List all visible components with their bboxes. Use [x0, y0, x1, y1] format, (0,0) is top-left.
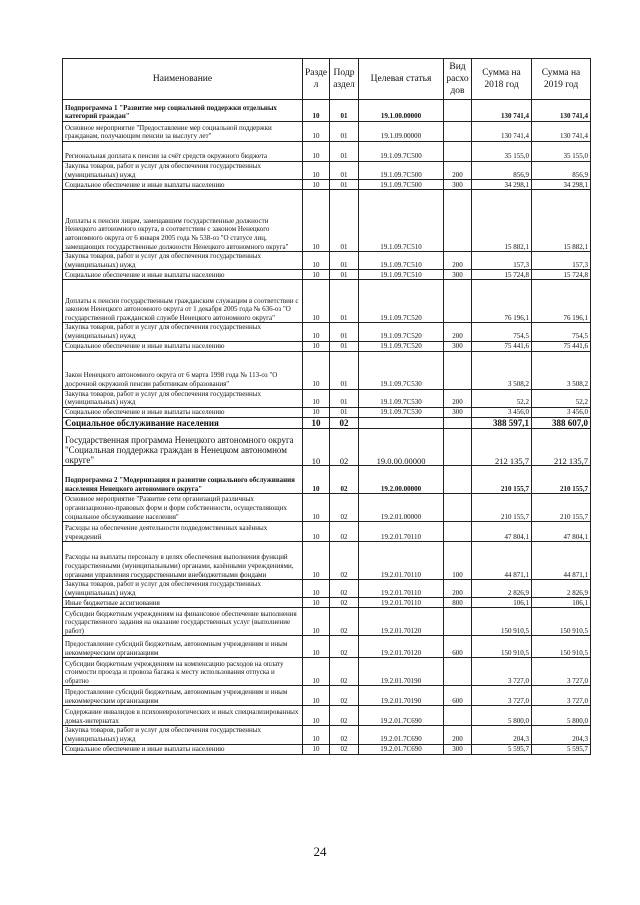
cell-sum-2018: 5 800,0	[472, 706, 532, 726]
header-sum-2019: Сумма на 2019 год	[532, 59, 591, 100]
cell-podrazdel: 02	[330, 726, 359, 744]
cell-target-article: 19.2.00.00000	[359, 466, 444, 494]
cell-target-article: 19.2.01.70110	[359, 598, 444, 608]
cell-name: Социальное обслуживание населения	[63, 417, 303, 429]
cell-sum-2018: 5 595,7	[472, 744, 532, 754]
cell-sum-2018: 3 727,0	[472, 686, 532, 706]
table-row	[63, 252, 591, 270]
cell-expense-type	[444, 417, 472, 429]
cell-expense-type: 200	[444, 389, 472, 407]
cell-razdel: 10	[303, 407, 330, 417]
table-row	[63, 190, 591, 252]
table-row	[63, 270, 591, 280]
cell-target-article: 19.0.00.00000	[359, 429, 444, 466]
cell-sum-2018: 52,2	[472, 389, 532, 407]
cell-name: Социальное обеспечение и иные выплаты населению	[63, 270, 303, 280]
cell-expense-type: 300	[444, 270, 472, 280]
header-expense-type: Вид расхо дов	[444, 59, 472, 100]
cell-target-article: 19.2.01.7С690	[359, 706, 444, 726]
cell-razdel: 10	[303, 598, 330, 608]
cell-sum-2019: 754,5	[532, 323, 591, 341]
table-row	[63, 122, 591, 142]
cell-target-article	[359, 417, 444, 429]
cell-sum-2019: 210 155,7	[532, 466, 591, 494]
table-row	[63, 341, 591, 351]
cell-name: Иные бюджетные ассигнования	[63, 598, 303, 608]
cell-razdel: 10	[303, 180, 330, 190]
cell-name: Социальное обеспечение и иные выплаты населению	[63, 407, 303, 417]
table-row	[63, 323, 591, 341]
cell-name: Доплаты к пенсии лицам, замещавшим государственные должности Ненецкого автономного округа, в соответствии с законом Ненецкого автономного округа от 6 января 2005 года № 538-оз "О статусе лиц, замещающих государственные должности Ненецкого автономного округа"	[63, 190, 303, 252]
cell-sum-2019: 106,1	[532, 598, 591, 608]
cell-sum-2018: 3 727,0	[472, 658, 532, 686]
cell-sum-2018: 150 910,5	[472, 608, 532, 636]
cell-podrazdel: 01	[330, 407, 359, 417]
cell-podrazdel: 02	[330, 608, 359, 636]
cell-name: Региональная доплата к пенсии за счёт средств окружного бюджета	[63, 142, 303, 162]
cell-expense-type	[444, 658, 472, 686]
cell-podrazdel: 01	[330, 180, 359, 190]
cell-sum-2018: 210 155,7	[472, 494, 532, 522]
cell-name: Предоставление субсидий бюджетным, автономным учреждениям и иным некоммерческим организациям	[63, 686, 303, 706]
cell-target-article: 19.2.01.7С690	[359, 744, 444, 754]
cell-sum-2019: 47 804,1	[532, 522, 591, 542]
cell-target-article: 19.2.01.70190	[359, 686, 444, 706]
cell-sum-2019: 52,2	[532, 389, 591, 407]
cell-name: Подпрограмма 1 "Развитие мер социальной поддержки отдельных категорий граждан"	[63, 100, 303, 122]
cell-name: Закупка товаров, работ и услуг для обеспечения государственных (муниципальных) нужд	[63, 726, 303, 744]
table-row	[63, 726, 591, 744]
cell-name: Основное мероприятие "Предоставление мер социальной поддержки гражданам, получающим пенсии за выслугу лет"	[63, 122, 303, 142]
cell-podrazdel: 01	[330, 270, 359, 280]
cell-razdel: 10	[303, 190, 330, 252]
table-row	[63, 744, 591, 754]
cell-target-article: 19.1.09.7С510	[359, 270, 444, 280]
cell-sum-2019: 44 871,1	[532, 542, 591, 580]
cell-sum-2018: 15 882,1	[472, 190, 532, 252]
cell-target-article: 19.2.01.00000	[359, 494, 444, 522]
cell-expense-type	[444, 142, 472, 162]
cell-podrazdel: 01	[330, 323, 359, 341]
table-row	[63, 636, 591, 658]
cell-target-article: 19.1.09.7С510	[359, 190, 444, 252]
cell-name: Социальное обеспечение и иные выплаты населению	[63, 341, 303, 351]
cell-target-article: 19.2.01.70110	[359, 542, 444, 580]
cell-razdel: 10	[303, 726, 330, 744]
cell-name: Закупка товаров, работ и услуг для обеспечения государственных (муниципальных) нужд	[63, 580, 303, 598]
cell-razdel: 10	[303, 706, 330, 726]
table-row	[63, 142, 591, 162]
cell-sum-2018: 157,3	[472, 252, 532, 270]
cell-podrazdel: 01	[330, 162, 359, 180]
cell-expense-type: 300	[444, 407, 472, 417]
cell-razdel: 10	[303, 100, 330, 122]
cell-sum-2019: 150 910,5	[532, 608, 591, 636]
cell-expense-type	[444, 429, 472, 466]
cell-target-article: 19.1.09.7С530	[359, 351, 444, 389]
cell-podrazdel: 02	[330, 636, 359, 658]
cell-target-article: 19.1.09.7С520	[359, 280, 444, 323]
cell-podrazdel: 02	[330, 429, 359, 466]
cell-sum-2018: 15 724,8	[472, 270, 532, 280]
cell-name: Предоставление субсидий бюджетным, автономным учреждениям и иным некоммерческим организациям	[63, 636, 303, 658]
cell-razdel: 10	[303, 351, 330, 389]
cell-podrazdel: 01	[330, 100, 359, 122]
cell-sum-2019: 150 910,5	[532, 636, 591, 658]
cell-sum-2018: 212 135,7	[472, 429, 532, 466]
cell-target-article: 19.1.09.7С510	[359, 252, 444, 270]
cell-razdel: 10	[303, 280, 330, 323]
cell-sum-2019: 76 196,1	[532, 280, 591, 323]
cell-razdel: 10	[303, 494, 330, 522]
cell-podrazdel: 02	[330, 658, 359, 686]
cell-sum-2019: 856,9	[532, 162, 591, 180]
table-row	[63, 466, 591, 494]
cell-name: Субсидии бюджетным учреждениям на компенсацию расходов на оплату стоимости проезда и провоза багажа к месту использования отпуска и обратно	[63, 658, 303, 686]
cell-name: Подпрограмма 2 "Модернизация и развитие социального обслуживания населения Ненецкого автономного округа"	[63, 466, 303, 494]
cell-sum-2019: 35 155,0	[532, 142, 591, 162]
cell-podrazdel: 01	[330, 122, 359, 142]
table-row	[63, 180, 591, 190]
table-row	[63, 494, 591, 522]
cell-expense-type: 200	[444, 726, 472, 744]
header-name: Наименование	[63, 59, 303, 100]
cell-sum-2018: 47 804,1	[472, 522, 532, 542]
cell-podrazdel: 01	[330, 280, 359, 323]
cell-expense-type	[444, 522, 472, 542]
cell-sum-2018: 34 298,1	[472, 180, 532, 190]
cell-expense-type: 100	[444, 542, 472, 580]
cell-sum-2019: 3 508,2	[532, 351, 591, 389]
table-row	[63, 580, 591, 598]
cell-expense-type: 600	[444, 686, 472, 706]
cell-razdel: 10	[303, 542, 330, 580]
cell-expense-type: 200	[444, 162, 472, 180]
table-row	[63, 162, 591, 180]
cell-sum-2019: 3 727,0	[532, 686, 591, 706]
cell-sum-2019: 130 741,4	[532, 122, 591, 142]
cell-sum-2018: 130 741,4	[472, 100, 532, 122]
cell-sum-2018: 75 441,6	[472, 341, 532, 351]
cell-razdel: 10	[303, 142, 330, 162]
cell-expense-type	[444, 494, 472, 522]
cell-expense-type: 600	[444, 636, 472, 658]
cell-expense-type: 800	[444, 598, 472, 608]
cell-sum-2019: 212 135,7	[532, 429, 591, 466]
cell-podrazdel: 01	[330, 142, 359, 162]
cell-target-article: 19.2.01.7С690	[359, 726, 444, 744]
cell-podrazdel: 02	[330, 580, 359, 598]
cell-name: Расходы на выплаты персоналу в целях обеспечения выполнения функций государственными (муниципальными) органами, казёнными учреждениями, органами управления государственными внебюджетными фондами	[63, 542, 303, 580]
cell-name: Закупка товаров, работ и услуг для обеспечения государственных (муниципальных) нужд	[63, 162, 303, 180]
cell-target-article: 19.1.09.7С530	[359, 407, 444, 417]
cell-sum-2018: 3 508,2	[472, 351, 532, 389]
cell-podrazdel: 02	[330, 466, 359, 494]
cell-target-article: 19.1.09.00000	[359, 122, 444, 142]
cell-sum-2018: 130 741,4	[472, 122, 532, 142]
cell-expense-type: 200	[444, 252, 472, 270]
cell-sum-2019: 3 456,0	[532, 407, 591, 417]
cell-name: Социальное обеспечение и иные выплаты населению	[63, 744, 303, 754]
cell-target-article: 19.2.01.70190	[359, 658, 444, 686]
cell-sum-2019: 75 441,6	[532, 341, 591, 351]
cell-expense-type	[444, 466, 472, 494]
cell-expense-type: 300	[444, 744, 472, 754]
cell-expense-type	[444, 706, 472, 726]
table-row	[63, 522, 591, 542]
cell-expense-type	[444, 122, 472, 142]
cell-sum-2018: 210 155,7	[472, 466, 532, 494]
header-razdel: Разде л	[303, 59, 330, 100]
cell-podrazdel: 01	[330, 351, 359, 389]
cell-target-article: 19.2.01.70120	[359, 636, 444, 658]
header-target-article: Целевая статья	[359, 59, 444, 100]
table-row	[63, 407, 591, 417]
cell-podrazdel: 02	[330, 744, 359, 754]
cell-expense-type: 200	[444, 580, 472, 598]
cell-sum-2019: 15 724,8	[532, 270, 591, 280]
cell-expense-type	[444, 280, 472, 323]
cell-name: Субсидии бюджетным учреждениям на финансовое обеспечение выполнения государственного задания на оказание государственных услуг (выполнение работ)	[63, 608, 303, 636]
table-row	[63, 280, 591, 323]
cell-target-article: 19.1.00.00000	[359, 100, 444, 122]
cell-sum-2018: 3 456,0	[472, 407, 532, 417]
cell-podrazdel: 01	[330, 389, 359, 407]
cell-podrazdel: 01	[330, 190, 359, 252]
cell-name: Закупка товаров, работ и услуг для обеспечения государственных (муниципальных) нужд	[63, 323, 303, 341]
cell-sum-2018: 204,3	[472, 726, 532, 744]
cell-razdel: 10	[303, 417, 330, 429]
table-header-row	[63, 59, 591, 100]
cell-razdel: 10	[303, 341, 330, 351]
cell-expense-type: 200	[444, 323, 472, 341]
cell-target-article: 19.1.09.7С520	[359, 323, 444, 341]
cell-sum-2019: 210 155,7	[532, 494, 591, 522]
cell-podrazdel: 02	[330, 417, 359, 429]
table-row	[63, 351, 591, 389]
table-row	[63, 608, 591, 636]
cell-sum-2018: 35 155,0	[472, 142, 532, 162]
page-number: 24	[313, 844, 327, 859]
cell-podrazdel: 02	[330, 686, 359, 706]
table-body	[63, 100, 591, 755]
header-podrazdel: Подр аздел	[330, 59, 359, 100]
cell-target-article: 19.2.01.70110	[359, 522, 444, 542]
cell-expense-type	[444, 100, 472, 122]
cell-razdel: 10	[303, 686, 330, 706]
cell-sum-2019: 5 595,7	[532, 744, 591, 754]
cell-target-article: 19.1.09.7С500	[359, 180, 444, 190]
cell-name: Закон Ненецкого автономного округа от 6 марта 1998 года № 113-оз "О досрочной окружной пенсии работникам образования"	[63, 351, 303, 389]
cell-podrazdel: 02	[330, 598, 359, 608]
cell-razdel: 10	[303, 389, 330, 407]
cell-sum-2019: 5 800,0	[532, 706, 591, 726]
cell-sum-2018: 856,9	[472, 162, 532, 180]
table-row	[63, 658, 591, 686]
cell-sum-2019: 15 882,1	[532, 190, 591, 252]
cell-expense-type: 300	[444, 341, 472, 351]
cell-sum-2019: 130 741,4	[532, 100, 591, 122]
cell-podrazdel: 02	[330, 542, 359, 580]
cell-razdel: 10	[303, 580, 330, 598]
cell-sum-2019: 157,3	[532, 252, 591, 270]
cell-name: Доплаты к пенсии государственным гражданским служащим в соответствии с законом Ненецкого автономного округа от 1 декабря 2005 года № 636-оз "О государственной гражданской службе Ненецкого автономного округа"	[63, 280, 303, 323]
cell-target-article: 19.1.09.7С500	[359, 142, 444, 162]
cell-podrazdel: 01	[330, 252, 359, 270]
cell-name: Расходы на обеспечение деятельности подведомственных казённых учреждений	[63, 522, 303, 542]
table-row	[63, 100, 591, 122]
cell-sum-2018: 2 826,9	[472, 580, 532, 598]
cell-sum-2019: 3 727,0	[532, 658, 591, 686]
table-row	[63, 686, 591, 706]
cell-expense-type	[444, 190, 472, 252]
table-row	[63, 598, 591, 608]
cell-razdel: 10	[303, 162, 330, 180]
cell-razdel: 10	[303, 323, 330, 341]
cell-sum-2018: 388 597,1	[472, 417, 532, 429]
cell-razdel: 10	[303, 522, 330, 542]
cell-sum-2019: 34 298,1	[532, 180, 591, 190]
budget-table	[62, 58, 591, 755]
cell-podrazdel: 01	[330, 341, 359, 351]
cell-sum-2019: 2 826,9	[532, 580, 591, 598]
cell-razdel: 10	[303, 744, 330, 754]
cell-sum-2018: 106,1	[472, 598, 532, 608]
cell-name: Содержание инвалидов в психоневрологических и иных специализированных домах-интернатах	[63, 706, 303, 726]
cell-target-article: 19.1.09.7С500	[359, 162, 444, 180]
cell-razdel: 10	[303, 252, 330, 270]
table-row	[63, 429, 591, 466]
cell-name: Основное мероприятие "Развитие сети организаций различных организационно-правовых форм и форм собственности, осуществляющих социальное обслуживание населения"	[63, 494, 303, 522]
cell-sum-2019: 388 607,0	[532, 417, 591, 429]
cell-name: Социальное обеспечение и иные выплаты населению	[63, 180, 303, 190]
cell-target-article: 19.2.01.70120	[359, 608, 444, 636]
header-sum-2018: Сумма на 2018 год	[472, 59, 532, 100]
cell-name: Закупка товаров, работ и услуг для обеспечения государственных (муниципальных) нужд	[63, 389, 303, 407]
cell-podrazdel: 02	[330, 706, 359, 726]
table-row	[63, 542, 591, 580]
cell-expense-type	[444, 351, 472, 389]
cell-sum-2018: 76 196,1	[472, 280, 532, 323]
table-row	[63, 417, 591, 429]
cell-podrazdel: 02	[330, 494, 359, 522]
table-row	[63, 389, 591, 407]
cell-razdel: 10	[303, 122, 330, 142]
cell-podrazdel: 02	[330, 522, 359, 542]
cell-razdel: 10	[303, 466, 330, 494]
cell-target-article: 19.2.01.70110	[359, 580, 444, 598]
cell-razdel: 10	[303, 608, 330, 636]
cell-target-article: 19.1.09.7С530	[359, 389, 444, 407]
cell-target-article: 19.1.09.7С520	[359, 341, 444, 351]
cell-name: Закупка товаров, работ и услуг для обеспечения государственных (муниципальных) нужд	[63, 252, 303, 270]
cell-razdel: 10	[303, 270, 330, 280]
cell-razdel: 10	[303, 658, 330, 686]
cell-expense-type	[444, 608, 472, 636]
cell-expense-type: 300	[444, 180, 472, 190]
cell-sum-2018: 44 871,1	[472, 542, 532, 580]
table-row	[63, 706, 591, 726]
cell-sum-2019: 204,3	[532, 726, 591, 744]
cell-razdel: 10	[303, 636, 330, 658]
cell-sum-2018: 150 910,5	[472, 636, 532, 658]
cell-sum-2018: 754,5	[472, 323, 532, 341]
cell-razdel: 10	[303, 429, 330, 466]
cell-name: Государственная программа Ненецкого автономного округа "Социальная поддержка граждан в Ненецком автономном округе"	[63, 429, 303, 466]
